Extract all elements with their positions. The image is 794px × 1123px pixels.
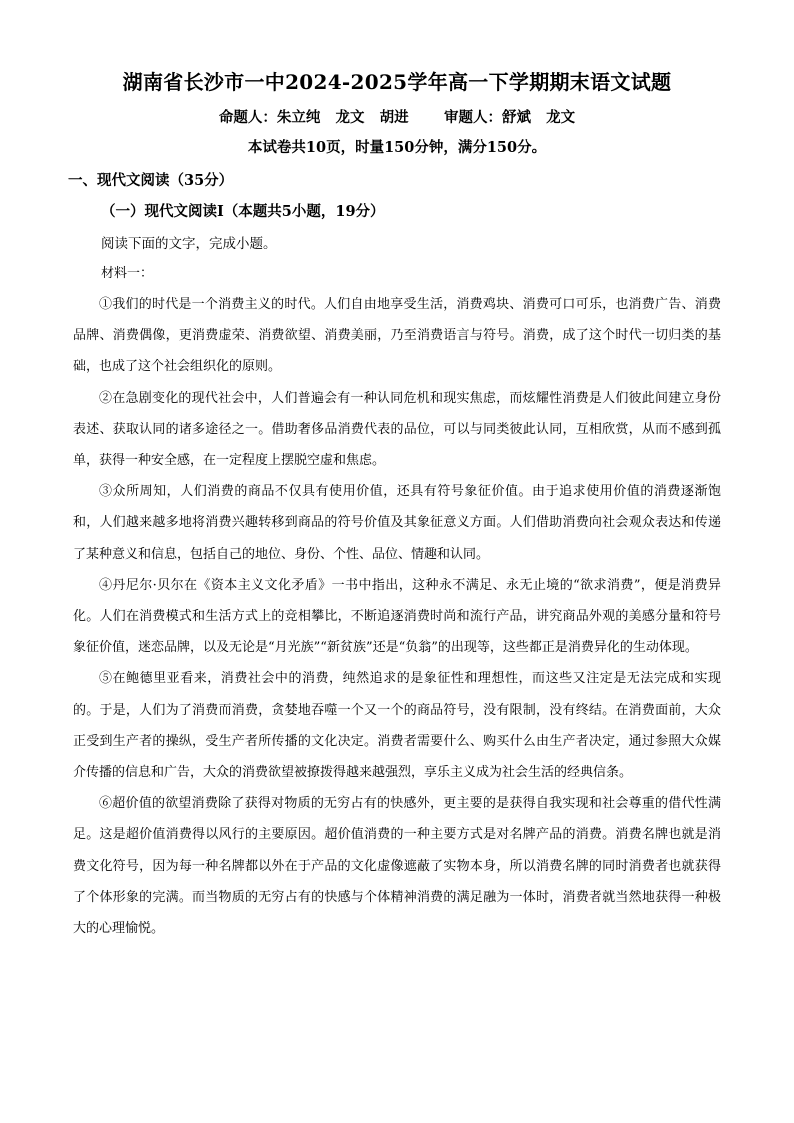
paragraph-5: ⑤在鲍德里亚看来，消费社会中的消费，纯然追求的是象征性和理想性，而这些又注定是无法完成和实现的。于是，人们为了消费而消费，贪婪地吞噬一个又一个的商品符号，没有限制，没有终结。在消费面前，大众正受到生产者的操纵，受生产者所传播的文化决定。消费者需要什么、购买什么由生产者决定，通过参照大众媒介传播的信息和广告，大众的消费欲望被撩拨得越来越强烈，享乐主义成为社会生活的经典信条。 — [73, 671, 721, 781]
paragraph-3: ③众所周知，人们消费的商品不仅具有使用价值，还具有符号象征价值。由于追求使用价值的消费逐渐饱和，人们越来越多地将消费兴趣转移到商品的符号价值及其象征意义方面。人们借助消费向社会观众表达和传递了某种意义和信息，包括自己的地位、身份、个性、品位、情趣和认同。 — [73, 484, 721, 562]
subsection-heading: （一）现代文阅读Ⅰ（本题共5小题，19分） — [101, 203, 385, 220]
material-label: 材料一： — [101, 266, 154, 281]
paragraph-6: ⑥超价值的欲望消费除了获得对物质的无穷占有的快感外，更主要的是获得自我实现和社会尊重的借代性满足。这是超价值消费得以风行的主要原因。超价值消费的一种主要方式是对名牌产品的消费。消费名牌也就是消费文化符号，因为每一种名牌都以外在于产品的文化虚像遮蔽了实物本身，所以消费名牌的同时消费者也就获得了个体形象的完满。而当物质的无穷占有的快感与个体精神消费的满足融为一体时，消费者就当然地获得一种极大的心理愉悦。 — [73, 796, 721, 937]
exam-info: 本试卷共10页，时量150分钟，满分150分。 — [247, 139, 547, 156]
author-line: 命题人：朱立纯 龙文 胡进 审题人：舒斌 龙文 — [218, 109, 576, 126]
reading-instruction: 阅读下面的文字，完成小题。 — [101, 236, 277, 252]
passage-body — [73, 289, 721, 944]
paragraph-4: ④丹尼尔·贝尔在《资本主义文化矛盾》一书中指出，这种永不满足、永无止境的“欲求消费”，便是消费异化。人们在消费模式和生活方式上的竞相攀比，不断追逐消费时尚和流行产品，讲究商品外观的美感分量和符号象征价值，迷恋品牌，以及无论是“月光族”“新贫族”还是“负翁”的出现等，这些都正是消费异化的生动体现。 — [73, 577, 721, 656]
section-heading: 一、现代文阅读（35分） — [68, 172, 234, 189]
exam-title: 湖南省长沙市一中2024-2025学年高一下学期期末语文试题 — [122, 70, 672, 94]
paragraph-2: ②在急剧变化的现代社会中，人们普遍会有一种认同危机和现实焦虑，而炫耀性消费是人们彼此间建立身份表述、获取认同的诸多途径之一。借助奢侈品消费代表的品位，可以与同类彼此认同，互相欣赏，从而不感到孤单，获得一种安全感，在一定程度上摆脱空虚和焦虑。 — [73, 390, 721, 469]
paragraph-1: ①我们的时代是一个消费主义的时代。人们自由地享受生活，消费鸡块、消费可口可乐，也消费广告、消费品牌、消费偶像，更消费虚荣、消费欲望、消费美丽，乃至消费语言与符号。消费，成了这个时代一切归类的基础，也成了这个社会组织化的原则。 — [73, 297, 721, 375]
